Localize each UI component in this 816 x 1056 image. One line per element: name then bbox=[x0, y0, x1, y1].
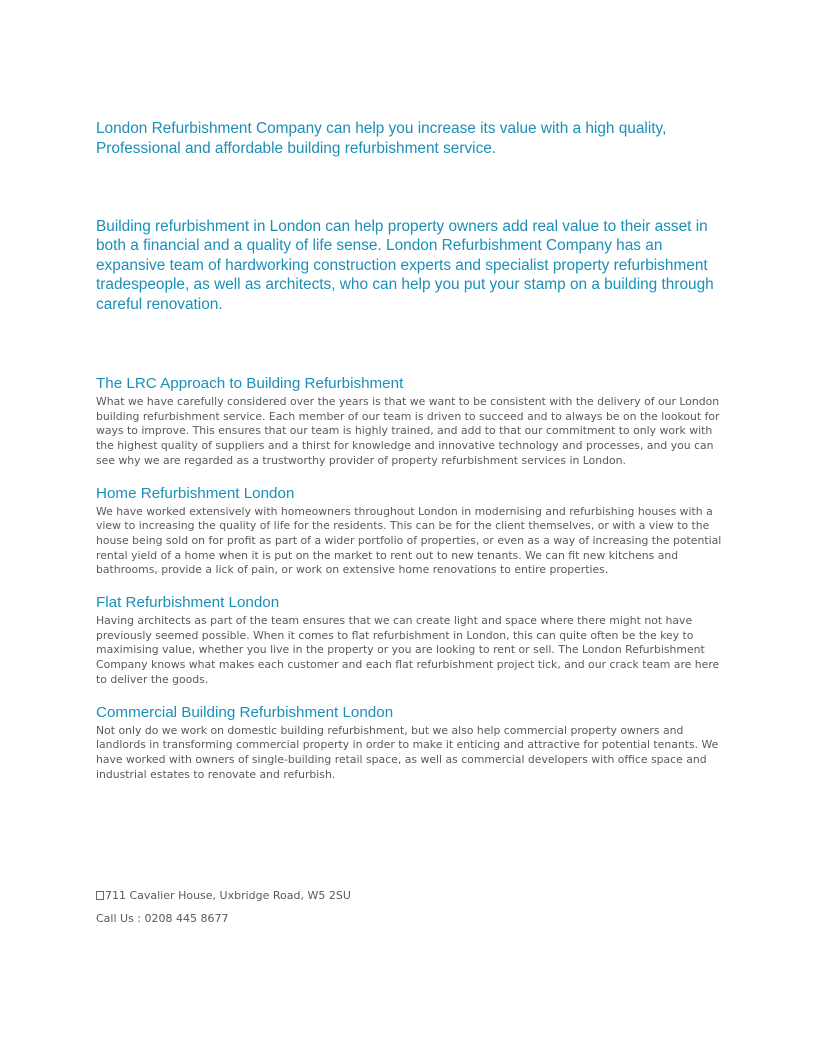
section-heading: Flat Refurbishment London bbox=[96, 594, 280, 612]
address-line bbox=[96, 889, 728, 903]
contact-block bbox=[96, 889, 728, 935]
content-sections bbox=[96, 374, 728, 797]
section-body: Not only do we work on domestic building refurbishment, but we also help commercial property owners and landlords in transforming commercial property in order to make it enticing and attractive for potential tenants. We have worked with owners of single-building retail space, as well as commercial developers with office space and industrial estates to renovate and refurbish. bbox=[96, 723, 719, 781]
address-box-icon bbox=[96, 891, 104, 900]
section-heading: The LRC Approach to Building Refurbishment bbox=[96, 375, 404, 392]
section-heading: Commercial Building Refurbishment London bbox=[96, 703, 394, 721]
phone-line: Call Us : 0208 445 8677 bbox=[96, 912, 229, 925]
section-body: We have worked extensively with homeowners throughout London in modernising and refurbishing houses with a view to increasing the quality of life for the residents. This can be for the client themselves, or with a view to the house being sold on for profit as part of a wider portfolio of properties, or even as a way of increasing the potential rental yield of a home when it is put on the market to rent out to new tenants. We can fit new kitchens and bathrooms, provide a lick of pain, or work on extensive home renovations to entire properties. bbox=[96, 504, 722, 577]
section-flat-refurbishment bbox=[96, 593, 728, 688]
lead-paragraph: Building refurbishment in London can help property owners add real value to their asset in both a financial and a quality of life sense. London Refurbishment Company has an expansive team of hardworking construction experts and specialist property refurbishment tradespeople, as well as architects, who can help you put your stamp on a building through careful renovation. bbox=[96, 218, 714, 313]
section-commercial-refurbishment bbox=[96, 703, 728, 783]
section-body: Having architects as part of the team ensures that we can create light and space where there might not have previously seemed possible. When it comes to flat refurbishment in London, this can quite often be the key to maximising value, whether you live in the property or you are looking to rent or sell. The London Refurbishment Company knows what makes each customer and each flat refurbishment project tick, and our crack team are here to deliver the goods. bbox=[96, 614, 720, 686]
section-lrc-approach bbox=[96, 374, 728, 469]
section-body: What we have carefully considered over the years is that we want to be consistent with the delivery of our London building refurbishment service. Each member of our team is driven to succeed and to always be on the lookout for ways to improve. This ensures that our team is highly trained, and add to that our commitment to only work with the highest quality of suppliers and a thirst for knowledge and innovative technology and processes, and you can see why we are regarded as a trustworthy provider of property refurbishment services in London. bbox=[96, 395, 720, 467]
section-home-refurbishment bbox=[96, 484, 728, 579]
address-text: 711 Cavalier House, Uxbridge Road, W5 2SU bbox=[105, 889, 351, 902]
intro-paragraph: London Refurbishment Company can help you increase its value with a high quality, Professional and affordable building refurbishment service. bbox=[96, 120, 667, 157]
section-heading: Home Refurbishment London bbox=[96, 484, 295, 502]
